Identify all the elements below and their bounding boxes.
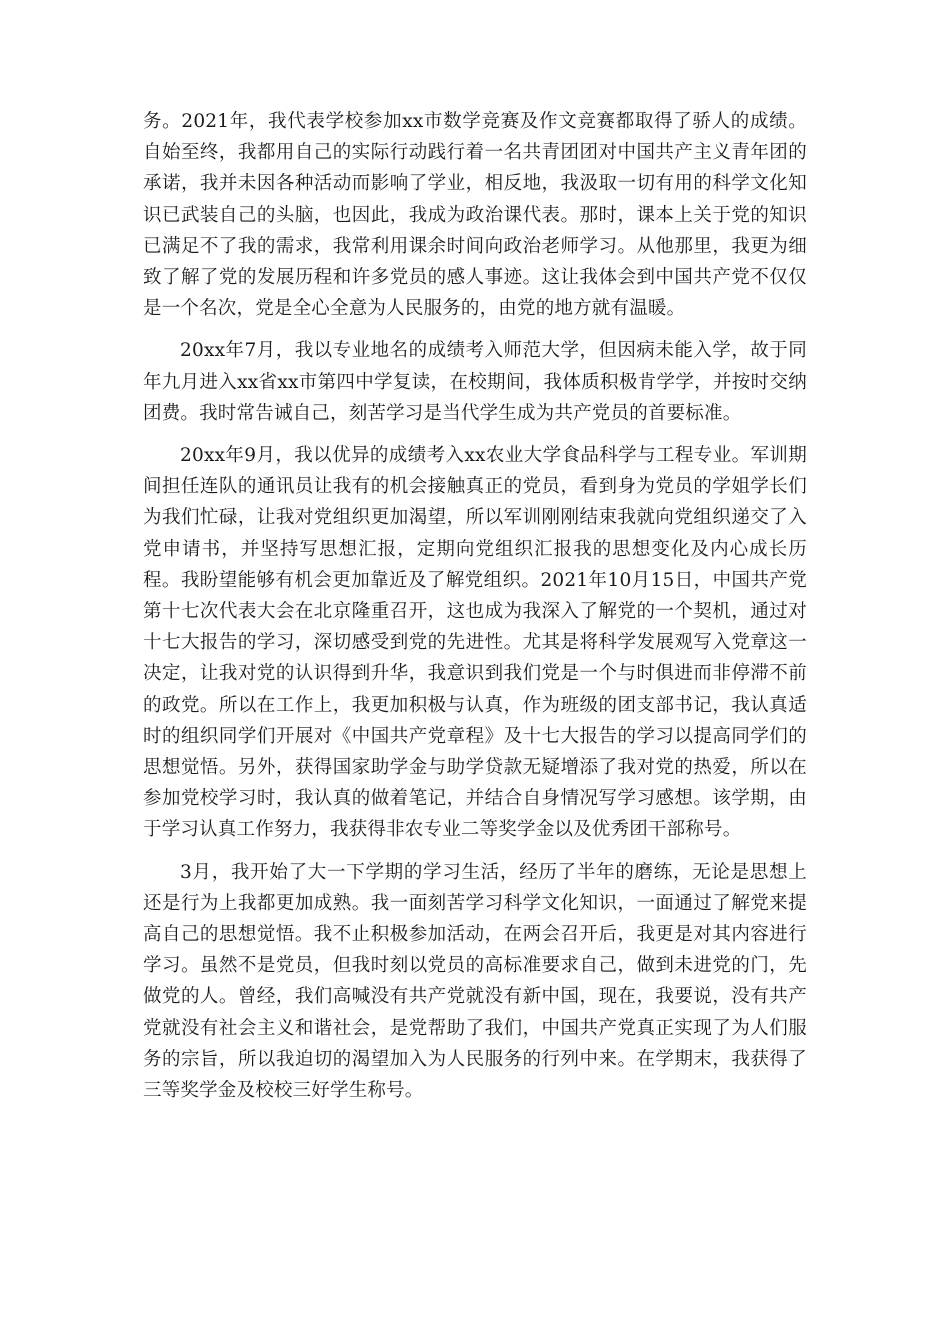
paragraph-4: 3月，我开始了大一下学期的学习生活，经历了半年的磨练，无论是思想上还是行为上我都更加成熟。我一面刻苦学习科学文化知识，一面通过了解党来提高自己的思想觉悟。我不止积极参加活动，在两会召开后，我更是对其内容进行学习。虽然不是党员，但我时刻以党员的高标准要求自己，做到未进党的门，先做党的人。曾经，我们高喊没有共产党就没有新中国，现在，我要说，没有共产党就没有社会主义和谐社会，是党帮助了我们，中国共产党真正实现了为人们服务的宗旨，所以我迫切的渴望加入为人民服务的行列中来。在学期末，我获得了三等奖学金及校校三好学生称号。 xyxy=(143,861,807,1102)
paragraph-2: 20xx年7月，我以专业地名的成绩考入师范大学，但因病未能入学，故于同年九月进入xx省xx市第四中学复读，在校期间，我体质积极肯学学，并按时交纳团费。我时常告诫自己，刻苦学习是当代学生成为共产党员的首要标准。 xyxy=(143,340,807,424)
paragraph-3: 20xx年9月，我以优异的成绩考入xx农业大学食品科学与工程专业。军训期间担任连队的通讯员让我有的机会接触真正的党员，看到身为党员的学姐学长们为我们忙碌，让我对党组织更加渴望，所以军训刚刚结束我就向党组织递交了入党申请书，并坚持写思想汇报，定期向党组织汇报我的思想变化及内心成长历程。我盼望能够有机会更加靠近及了解党组织。2021年10月15日，中国共产党第十七次代表大会在北京隆重召开，这也成为我深入了解党的一个契机，通过对十七大报告的学习，深切感受到党的先进性。尤其是将科学发展观写入党章这一决定，让我对党的认识得到升华，我意识到我们党是一个与时俱进而非停滞不前的政党。所以在工作上，我更加积极与认真，作为班级的团支部书记，我认真适时的组织同学们开展对《中国共产党章程》及十七大报告的学习以提高同学们的思想觉悟。另外，获得国家助学金与助学贷款无疑增添了我对党的热爱，所以在参加党校学习时，我认真的做着笔记，并结合自身情况写学习感想。该学期，由于学习认真工作努力，我获得非农专业二等奖学金以及优秀团干部称号。 xyxy=(143,445,807,841)
paragraph-1: 务。2021年，我代表学校参加xx市数学竞赛及作文竞赛都取得了骄人的成绩。自始至终，我都用自己的实际行动践行着一名共青团团对中国共产主义青年团的承诺，我并未因各种活动而影响了学业，相反地，我汲取一切有用的科学文化知识已武装自己的头脑，也因此，我成为政治课代表。那时，课本上关于党的知识已满足不了我的需求，我常利用课余时间向政治老师学习。从他那里，我更为细致了解了党的发展历程和许多党员的感人事迹。这让我体会到中国共产党不仅仅是一个名次，党是全心全意为人民服务的，由党的地方就有温暖。 xyxy=(143,111,807,320)
document-body xyxy=(143,106,807,1117)
